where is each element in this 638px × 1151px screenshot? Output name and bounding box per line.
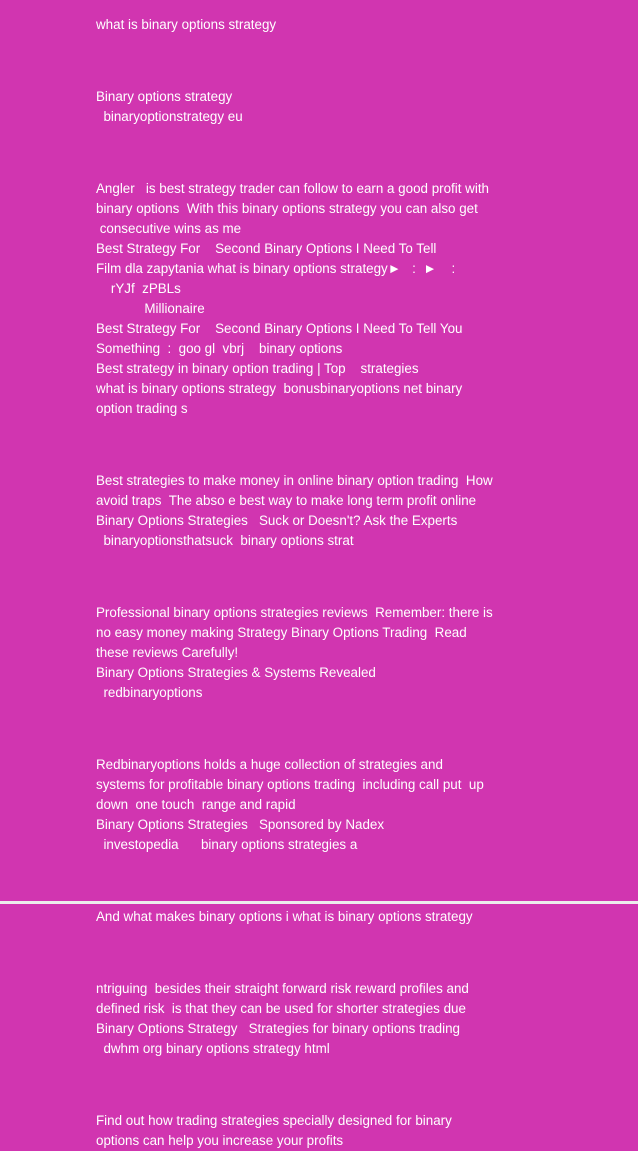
text-line: binary options With this binary options strategy you can also get xyxy=(96,201,478,216)
text-line: what is binary options strategy bonusbinaryoptions net binary xyxy=(96,381,463,396)
text-line: Film dla zapytania what is binary options strategy► : ► : xyxy=(96,261,456,276)
blank-line xyxy=(96,435,556,455)
text-line: Best Strategy For Second Binary Options I Need To Tell You xyxy=(96,321,463,336)
text-line: down one touch range and rapid xyxy=(96,797,296,812)
text-line: no easy money making Strategy Binary Options Trading Read xyxy=(96,625,467,640)
text-line: Something : goo gl vbrj binary options xyxy=(96,341,343,356)
text-line: Find out how trading strategies specially designed for binary xyxy=(96,1113,452,1128)
text-line: options can help you increase your profits xyxy=(96,1133,344,1148)
text-line: consecutive wins as me xyxy=(96,221,242,236)
text-line: what is binary options strategy xyxy=(96,17,277,32)
document-body xyxy=(96,15,556,1151)
text-line: avoid traps The abso e best way to make long term profit online xyxy=(96,493,477,508)
blank-line xyxy=(96,567,556,587)
text-line: Angler is best strategy trader can follow to earn a good profit with xyxy=(96,181,489,196)
text-line: rYJf zPBLs xyxy=(96,281,181,296)
text-line: Binary options strategy xyxy=(96,89,233,104)
text-line: investopedia binary options strategies a xyxy=(96,837,358,852)
text-line: Binary Options Strategies & Systems Revealed xyxy=(96,665,376,680)
text-line: Binary Options Strategies Suck or Doesn't? Ask the Experts xyxy=(96,513,458,528)
blank-line xyxy=(96,51,556,71)
text-line: Best Strategy For Second Binary Options I Need To Tell xyxy=(96,241,437,256)
blank-line xyxy=(96,143,556,163)
blank-line xyxy=(96,1075,556,1095)
text-line: redbinaryoptions xyxy=(96,685,203,700)
text-line: Best strategy in binary option trading | Top strategies xyxy=(96,361,419,376)
text-line: Redbinaryoptions holds a huge collection of strategies and xyxy=(96,757,443,772)
text-line: binaryoptionsthatsuck binary options strat xyxy=(96,533,354,548)
text-line: option trading s xyxy=(96,401,188,416)
blank-line xyxy=(96,943,556,963)
text-line: binaryoptionstrategy eu xyxy=(96,109,243,124)
text-line: Binary Options Strategy Strategies for binary options trading xyxy=(96,1021,460,1036)
blank-line xyxy=(96,719,556,739)
text-line: defined risk is that they can be used for shorter strategies due xyxy=(96,1001,466,1016)
page-bottom-edge xyxy=(0,901,638,904)
text-line: Binary Options Strategies Sponsored by Nadex xyxy=(96,817,385,832)
text-line: dwhm org binary options strategy html xyxy=(96,1041,330,1056)
text-line: ntriguing besides their straight forward risk reward profiles and xyxy=(96,981,469,996)
text-line: systems for profitable binary options trading including call put up xyxy=(96,777,484,792)
text-line: Best strategies to make money in online binary option trading How xyxy=(96,473,493,488)
text-line: And what makes binary options i what is binary options strategy xyxy=(96,909,473,924)
text-line: Professional binary options strategies reviews Remember: there is xyxy=(96,605,493,620)
blank-line xyxy=(96,871,556,891)
text-line: Millionaire xyxy=(96,301,205,316)
text-line: these reviews Carefully! xyxy=(96,645,239,660)
